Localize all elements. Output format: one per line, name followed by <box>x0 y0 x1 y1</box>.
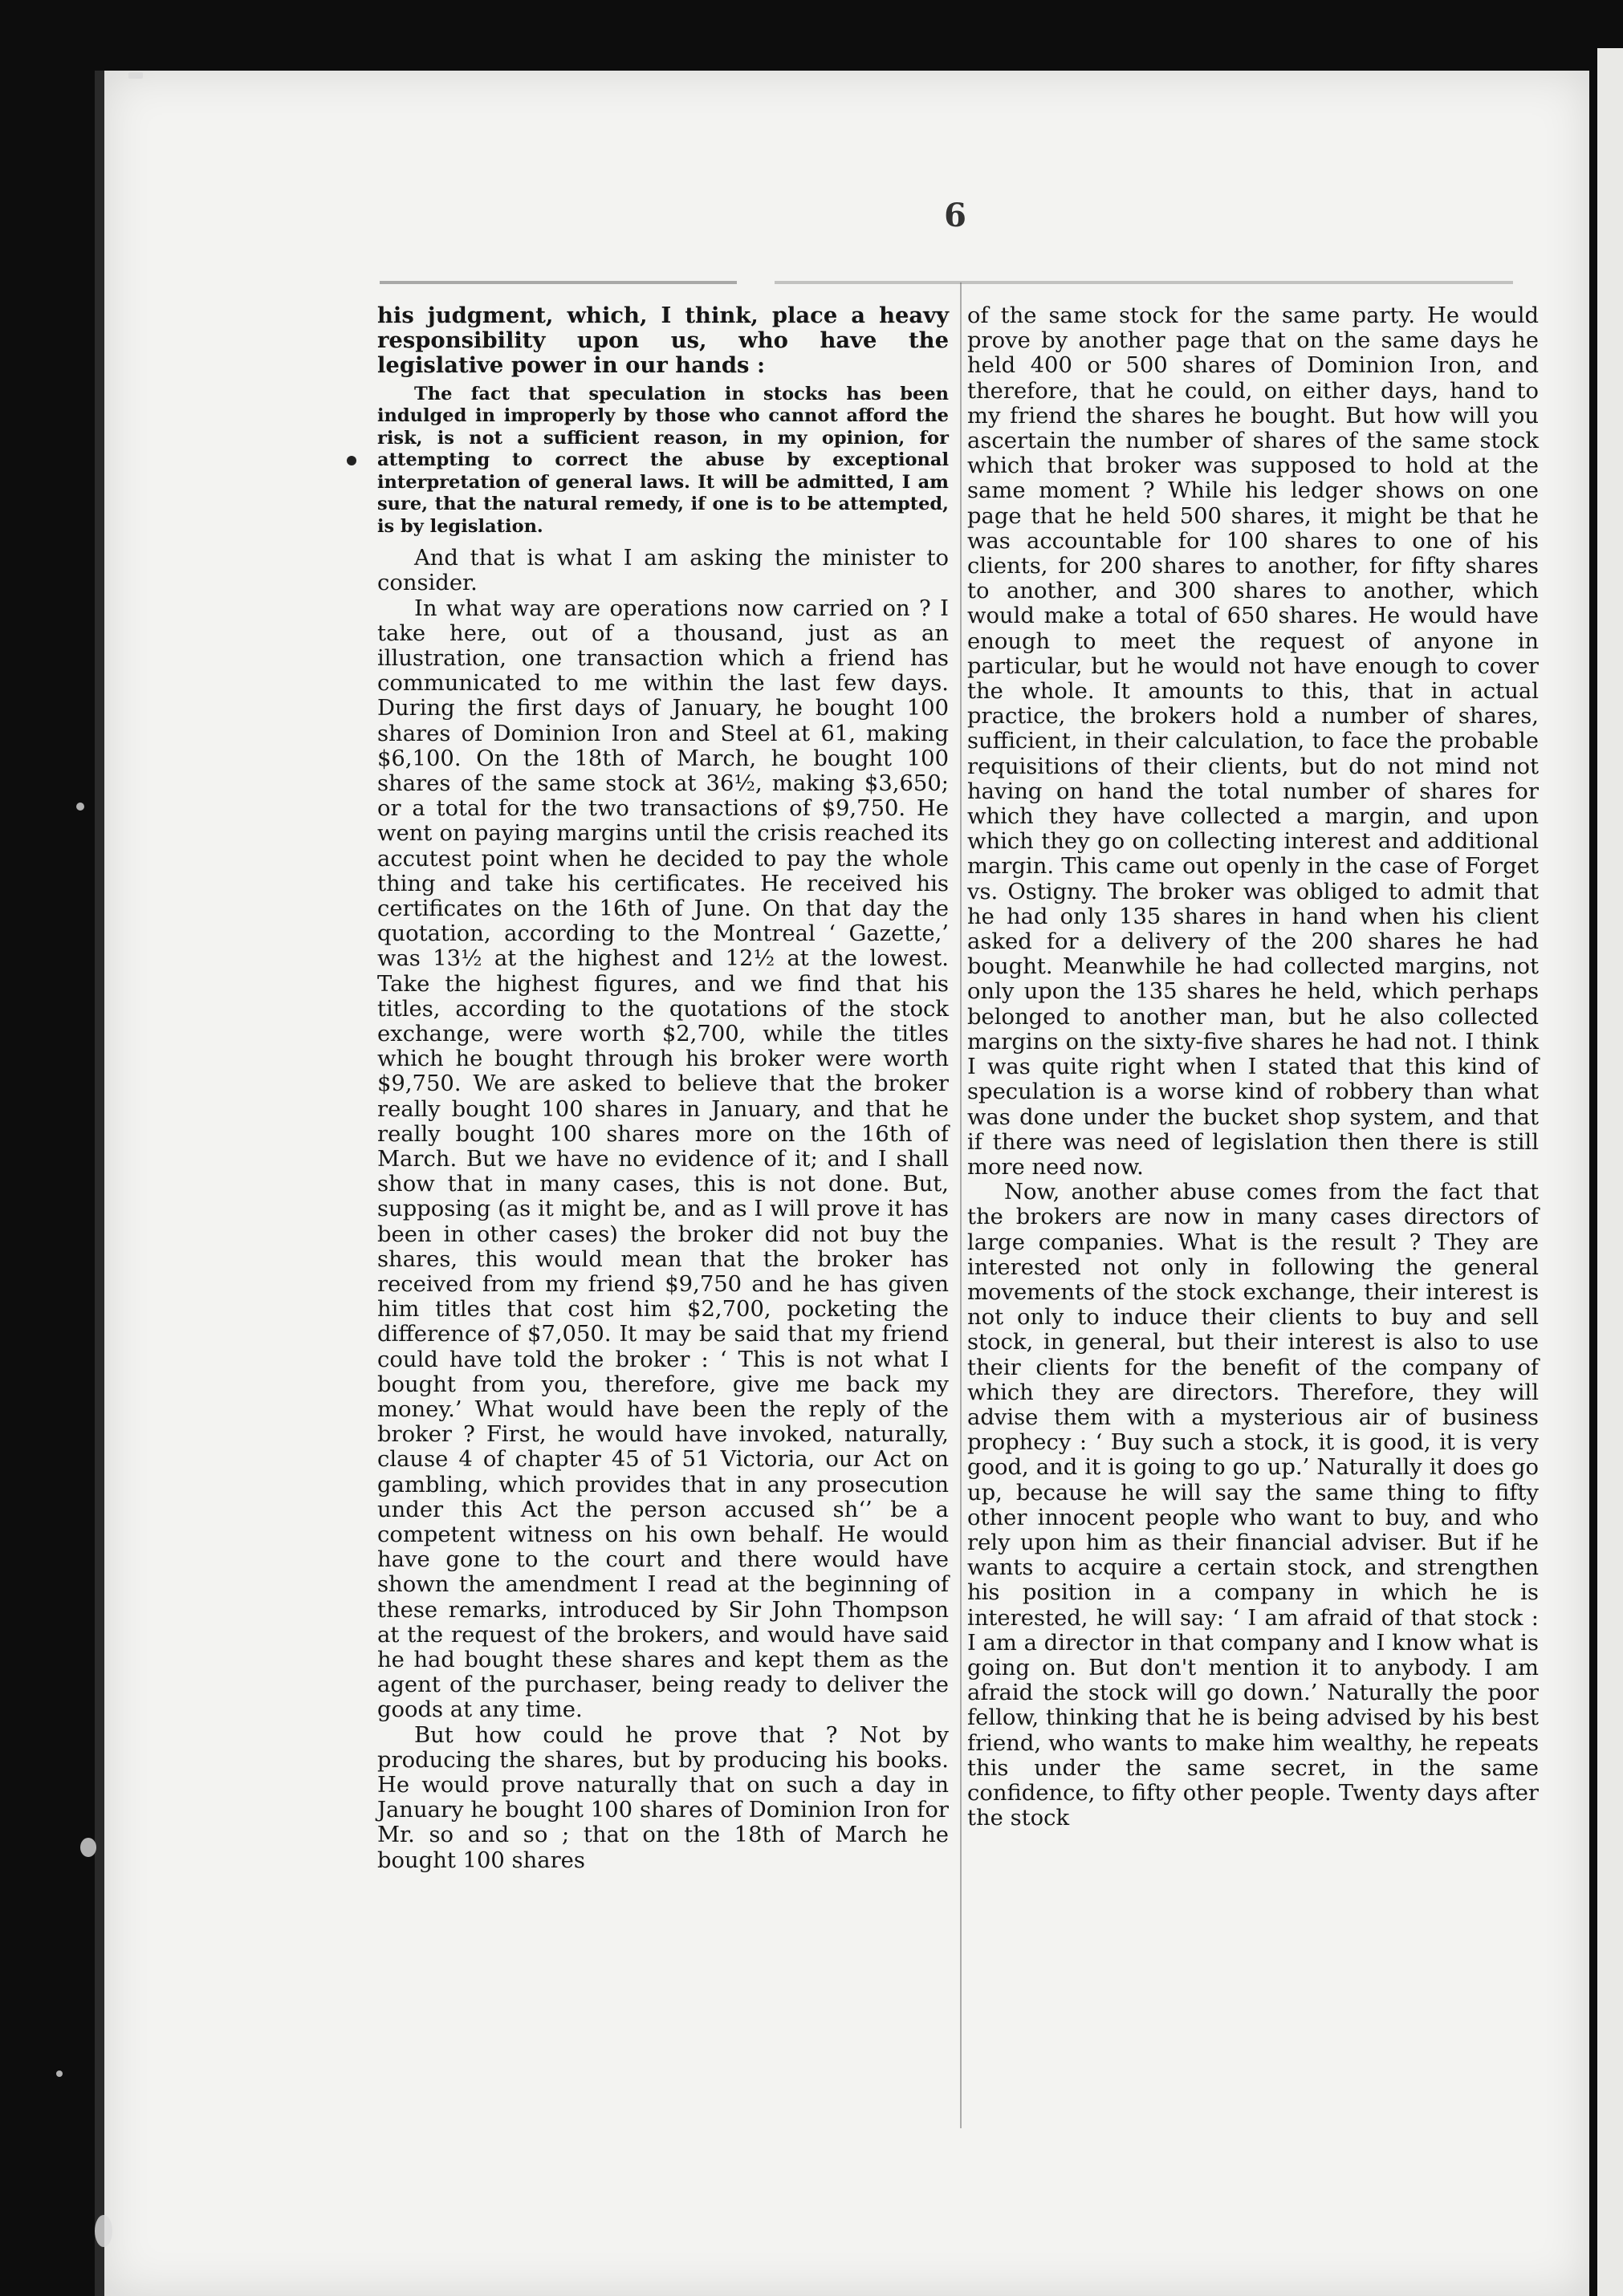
paragraph: And that is what I am asking the minister to consider. <box>377 546 949 596</box>
right-column <box>967 303 1539 1831</box>
scan-speck <box>56 2070 63 2077</box>
margin-dot <box>347 456 356 465</box>
left-column <box>377 303 949 1873</box>
paragraph: In what way are operations now carried on ? I take here, out of a thousand, just as an illustration, one transaction which a friend has communicated to me within the last few days. During the first days of January, he bought 100 shares of Dominion Iron and Steel at 61, making $6,100. On the 18th of March, he bought 100 shares of the same stock at 36½, making $3,650; or a total for the two transactions of $9,750. He went on paying margins until the crisis reached its accutest point when he decided to pay the whole thing and take his certificates. He received his certificates on the 16th of June. On that day the quotation, according to the Montreal ‘ Gazette,’ was 13½ at the highest and 12½ at the lowest. Take the highest figures, and we find that his titles, according to the quotations of the stock exchange, were worth $2,700, while the titles which he bought through his broker were worth $9,750. We are asked to believe that the broker really bought 100 shares in January, and that he really bought 100 shares more on the 16th of March. But we have no evidence of it; and I shall show that in many cases, this is not done. But, supposing (as it might be, and as I will prove it has been in other cases) the broker did not buy the shares, this would mean that the broker has received from my friend $9,750 and he has given him titles that cost him $2,700, pocketing the difference of $7,050. It may be said that my friend could have told the broker : ‘ This is not what I bought from you, therefore, give me back my money.’ What would have been the reply of the broker ? First, he would have invoked, naturally, clause 4 of chapter 45 of 51 Victoria, our Act on gambling, which provides that in any prosecution under this Act the person accused sh‘’ be a competent witness on his own behalf. He would have gone to the court and there would have shown the amendment I read at the beginning of these remarks, introduced by Sir John Thompson at the request of the brokers, and would have said he had bought these shares and kept them as the agent of the purchaser, being ready to deliver the goods at any time. <box>377 595 949 1723</box>
header-rule-right <box>775 281 1513 284</box>
column-divider <box>960 282 962 2128</box>
scan-speck <box>76 803 84 811</box>
page-number: 6 <box>944 197 966 234</box>
scan-speck <box>80 1838 96 1857</box>
paragraph: of the same stock for the same party. He would prove by another page that on the same days he held 400 or 500 shares of Dominion Iron, and therefore, that he could, on either days, hand to my friend the shares he bought. But how will you ascertain the number of shares of the same stock which that broker was supposed to hold at the same moment ? While his ledger shows on one page that he held 500 shares, it might be that he was accountable for 100 shares to one of his clients, for 200 shares to another, for fifty shares to another, and 300 shares to another, which would make a total of 650 shares. He would have enough to meet the request of anyone in particular, but he would not have enough to cover the whole. It amounts to this, that in actual practice, the brokers hold a number of shares, sufficient, in their calculation, to face the probable requisitions of their clients, but do not mind not having on hand the total number of shares for which they have collected a margin, and upon which they go on collecting interest and additional margin. This came out openly in the case of Forget vs. Ostigny. The broker was obliged to admit that he had only 135 shares in hand when his client asked for a delivery of the 200 shares he had bought. Meanwhile he had collected margins, not only upon the 135 shares he held, which perhaps belonged to another man, but he also collected margins on the sixty-five shares he had not. I think I was quite right when I stated that this kind of speculation is a worse kind of robbery than what was done under the bucket shop system, and that if there was need of legislation then there is still more need now. <box>967 303 1539 1180</box>
paragraph: his judgment, which, I think, place a heavy responsibility upon us, who have the legislative power in our hands : <box>377 303 949 379</box>
paragraph: But how could he prove that ? Not by producing the shares, but by producing his books. He would prove naturally that on such a day in January he bought 100 shares of Dominion Iron for Mr. so and so ; that on the 18th of March he bought 100 shares <box>377 1722 949 1873</box>
scan-speck <box>128 72 143 79</box>
header-rule-left <box>380 281 737 284</box>
scan-left-edge <box>95 71 104 2296</box>
next-page-edge <box>1597 48 1623 2296</box>
scan-speck <box>95 2215 112 2247</box>
quoted-paragraph: The fact that speculation in stocks has been indulged in improperly by those who cannot afford the risk, is not a sufficient reason, in my opinion, for attempting to correct the abuse by exceptional interpretation of general laws. It will be admitted, I am sure, that the natural remedy, if one is to be attempted, is by legislation. <box>377 383 949 537</box>
paragraph: Now, another abuse comes from the fact that the brokers are now in many cases directors of large companies. What is the result ? They are interested not only in following the general movements of the stock exchange, their interest is not only to induce their clients to buy and sell stock, in general, but their interest is also to use their clients for the benefit of the company of which they are directors. Therefore, they will advise them with a mysterious air of business prophecy : ‘ Buy such a stock, it is good, it is very good, and it is going to go up.’ Naturally it does go up, because he will say the same thing to fifty other innocent people who want to buy, and who rely upon him as their financial adviser. But if he wants to acquire a certain stock, and strengthen his position in a company in which he is interested, he will say: ‘ I am afraid of that stock : I am a director in that company and I know what is going on. But don't mention it to anybody. I am afraid the stock will go down.’ Naturally the poor fellow, thinking that he is being advised by his best friend, who wants to make him wealthy, he repeats this under the same secret, in the same confidence, to fifty other people. Twenty days after the stock <box>967 1180 1539 1831</box>
